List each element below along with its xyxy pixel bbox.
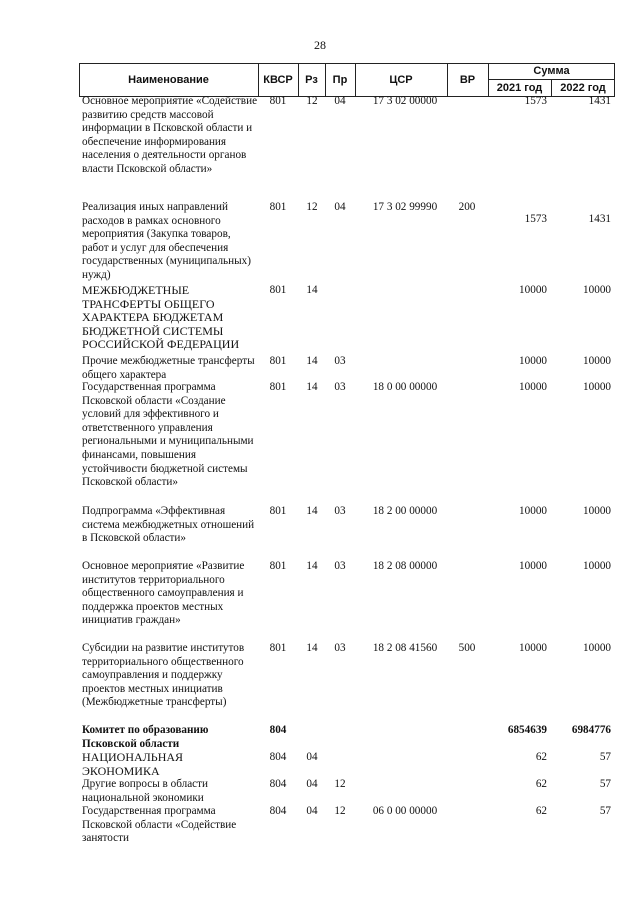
row-csr: 18 0 00 00000 bbox=[372, 381, 438, 393]
row-sum-2021: 10000 bbox=[519, 381, 547, 393]
row-rz: 04 bbox=[306, 751, 318, 763]
row-vr: 500 bbox=[458, 642, 476, 654]
row-sum-2022: 1431 bbox=[588, 213, 611, 225]
row-sum-2022: 57 bbox=[599, 805, 611, 817]
row-name: Прочие межбюджетные трансферты общего характера bbox=[82, 355, 255, 381]
table-row bbox=[79, 284, 615, 355]
row-pr: 03 bbox=[334, 381, 346, 393]
table-row bbox=[79, 778, 615, 805]
page-number: 28 bbox=[314, 38, 326, 52]
row-csr: 18 2 00 00000 bbox=[372, 505, 438, 517]
row-sum-2022: 10000 bbox=[583, 642, 611, 654]
row-rz: 12 bbox=[306, 95, 318, 107]
row-csr: 18 2 08 41560 bbox=[372, 642, 438, 654]
row-name: Субсидии на развитие институтов территориального общественного самоуправления и поддержку проектов местных инициатив (Межбюджетные трансферты) bbox=[82, 642, 245, 709]
header-vr: ВР bbox=[459, 74, 476, 86]
row-rz: 14 bbox=[306, 642, 318, 654]
row-rz: 12 bbox=[306, 201, 318, 213]
row-kvsr: 801 bbox=[269, 284, 287, 296]
row-name: Государственная программа Псковской области «Создание условий для эффективного и ответственного управления региональными и муниципальными финансами, повышения устойчивости бюджетной системы Псковской области» bbox=[82, 381, 254, 489]
row-sum-2021: 10000 bbox=[519, 355, 547, 367]
row-sum-2021: 10000 bbox=[519, 505, 547, 517]
row-sum-2021: 1573 bbox=[524, 213, 547, 225]
table-row bbox=[79, 805, 615, 847]
row-kvsr: 801 bbox=[269, 505, 287, 517]
row-vr: 200 bbox=[458, 201, 476, 213]
table-header bbox=[79, 63, 615, 97]
row-pr: 04 bbox=[334, 95, 346, 107]
row-name: Государственная программа Псковской области «Содействие занятости bbox=[82, 805, 237, 845]
row-sum-2022: 10000 bbox=[583, 505, 611, 517]
row-pr: 03 bbox=[334, 505, 346, 517]
row-sum-2021: 10000 bbox=[519, 284, 547, 296]
row-sum-2022: 6984776 bbox=[571, 724, 611, 736]
header-csr: ЦСР bbox=[389, 74, 413, 86]
table-row bbox=[79, 724, 615, 751]
row-rz: 14 bbox=[306, 560, 318, 572]
row-csr: 17 3 02 99990 bbox=[372, 201, 438, 213]
header-year-2021: 2021 год bbox=[496, 82, 543, 94]
row-csr: 18 2 08 00000 bbox=[372, 560, 438, 572]
row-csr: 06 0 00 00000 bbox=[372, 805, 438, 817]
row-rz: 04 bbox=[306, 805, 318, 817]
row-rz: 14 bbox=[306, 355, 318, 367]
row-sum-2022: 57 bbox=[599, 751, 611, 763]
row-name: Подпрограмма «Эффективная система межбюджетных отношений в Псковской области» bbox=[82, 505, 255, 545]
header-rz: Рз bbox=[305, 74, 318, 86]
table-row bbox=[79, 381, 615, 505]
header-sum: Сумма bbox=[533, 65, 570, 77]
row-kvsr: 801 bbox=[269, 355, 287, 367]
row-sum-2022: 57 bbox=[599, 778, 611, 790]
row-sum-2021: 1573 bbox=[524, 95, 547, 107]
row-kvsr: 801 bbox=[269, 95, 287, 107]
row-sum-2022: 10000 bbox=[583, 355, 611, 367]
header-name: Наименование bbox=[128, 74, 209, 86]
row-pr: 12 bbox=[334, 805, 346, 817]
row-name: Основное мероприятие «Содействие развитию средств массовой информации в Псковской области и обеспечение информирования населения о деятельности органов власти Псковской области» bbox=[82, 95, 258, 175]
row-rz: 04 bbox=[306, 778, 318, 790]
row-kvsr: 801 bbox=[269, 642, 287, 654]
table-row bbox=[79, 201, 615, 284]
row-name: Реализация иных направлений расходов в рамках основного мероприятия (Закупка товаров, работ и услуг для обеспечения государственных (муниципальных) нужд) bbox=[82, 201, 251, 281]
header-kvsr: КВСР bbox=[263, 74, 293, 86]
row-pr: 03 bbox=[334, 355, 346, 367]
row-csr: 17 3 02 00000 bbox=[372, 95, 438, 107]
row-name: МЕЖБЮДЖЕТНЫЕ ТРАНСФЕРТЫ ОБЩЕГО ХАРАКТЕРА БЮДЖЕТАМ БЮДЖЕТНОЙ СИСТЕМЫ РОССИЙСКОЙ ФЕДЕРАЦИИ bbox=[82, 283, 240, 352]
row-rz: 14 bbox=[306, 284, 318, 296]
row-kvsr: 804 bbox=[269, 778, 287, 790]
table-row bbox=[79, 642, 615, 724]
row-name: Комитет по образованию Псковской области bbox=[82, 724, 209, 750]
row-name: Другие вопросы в области национальной экономики bbox=[82, 778, 209, 804]
row-name: Основное мероприятие «Развитие институтов территориального общественного самоуправления и поддержка проектов местных инициатив граждан» bbox=[82, 560, 245, 627]
row-rz: 14 bbox=[306, 381, 318, 393]
row-pr: 04 bbox=[334, 201, 346, 213]
row-sum-2021: 62 bbox=[535, 805, 547, 817]
row-pr: 03 bbox=[334, 642, 346, 654]
table-body bbox=[79, 95, 615, 847]
row-sum-2021: 10000 bbox=[519, 642, 547, 654]
table-row bbox=[79, 355, 615, 381]
table-row bbox=[79, 505, 615, 560]
row-rz: 14 bbox=[306, 505, 318, 517]
table-row bbox=[79, 751, 615, 778]
row-sum-2021: 62 bbox=[535, 751, 547, 763]
row-sum-2022: 10000 bbox=[583, 560, 611, 572]
row-kvsr: 801 bbox=[269, 560, 287, 572]
header-pr: Пр bbox=[332, 74, 348, 86]
row-pr: 03 bbox=[334, 560, 346, 572]
row-sum-2021: 6854639 bbox=[507, 724, 547, 736]
row-kvsr: 801 bbox=[269, 201, 287, 213]
row-kvsr: 804 bbox=[269, 751, 287, 763]
row-sum-2021: 62 bbox=[535, 778, 547, 790]
row-kvsr: 804 bbox=[269, 805, 287, 817]
row-kvsr: 804 bbox=[269, 724, 287, 736]
row-name: НАЦИОНАЛЬНАЯ ЭКОНОМИКА bbox=[82, 750, 184, 778]
row-sum-2021: 10000 bbox=[519, 560, 547, 572]
row-sum-2022: 10000 bbox=[583, 284, 611, 296]
header-year-2022: 2022 год bbox=[560, 82, 606, 94]
table-row bbox=[79, 560, 615, 642]
table-row bbox=[79, 95, 615, 201]
row-sum-2022: 1431 bbox=[588, 95, 611, 107]
row-kvsr: 801 bbox=[269, 381, 287, 393]
row-sum-2022: 10000 bbox=[583, 381, 611, 393]
row-pr: 12 bbox=[334, 778, 346, 790]
